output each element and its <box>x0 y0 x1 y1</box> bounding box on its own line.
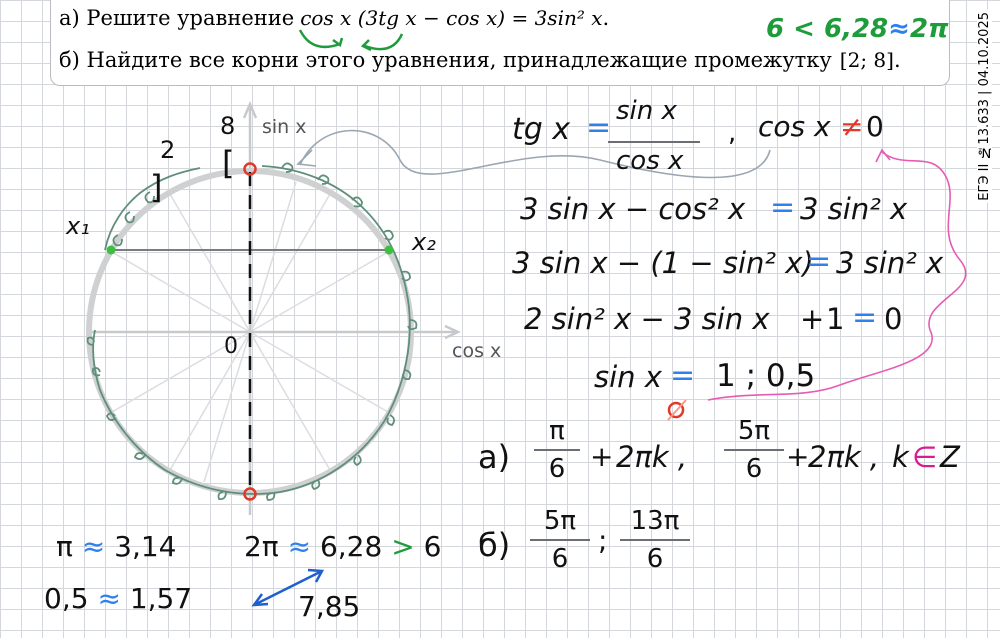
point-x1 <box>107 246 116 255</box>
sin-axis-label: sin x <box>262 116 307 138</box>
answer-b-label: б) <box>478 526 511 564</box>
answer-a-k: k <box>892 440 909 474</box>
line1-right: 3 sin² x <box>800 192 908 226</box>
tg-left: tg x <box>512 112 571 147</box>
fraction-bar <box>620 539 690 541</box>
line4-equals: = <box>670 358 696 393</box>
estimate-sum: 7,85 <box>298 590 361 623</box>
answer-a-fraction-1 <box>534 414 580 486</box>
estimate-half-approx: ≈ <box>97 582 121 615</box>
answer-a-label: а) <box>478 438 511 476</box>
line1-equals: = <box>770 190 796 225</box>
top-note-approx: ≈ <box>888 14 910 44</box>
answer-a-plus-1: + <box>590 440 614 473</box>
estimate-two-pi <box>244 530 441 563</box>
answer-b-fraction-2-den: 6 <box>646 544 664 574</box>
task-part-b-interval: [2; 8] <box>839 48 894 72</box>
point-x2 <box>385 246 394 255</box>
estimate-two-pi-six: 6 <box>423 530 442 563</box>
line2-equals: = <box>806 244 832 279</box>
estimate-two-pi-gt: > <box>391 530 415 563</box>
origin-label: 0 <box>224 334 238 359</box>
task-part-a-formula: cos x (3tg x − cos x) = 3sin² x <box>300 6 603 30</box>
line3-equals: = <box>852 300 878 335</box>
task-part-a-end: . <box>602 6 610 30</box>
tg-equals: = <box>586 110 612 145</box>
answer-b-fraction-2 <box>620 504 690 576</box>
tg-numerator: sin x <box>616 96 677 126</box>
line3-zero: 0 <box>884 302 903 336</box>
task-part-b-end: . <box>893 48 901 72</box>
fraction-bar <box>534 449 580 451</box>
bracket-open: [ <box>222 144 235 182</box>
estimate-pi-approx: ≈ <box>81 530 106 563</box>
task-part-a-prefix: а) Решите уравнение <box>59 6 295 30</box>
top-note-right: 2π <box>909 14 949 44</box>
answer-a-in: ∈ <box>912 440 938 474</box>
estimate-two-pi-approx: ≈ <box>287 530 312 563</box>
line2-left: 3 sin x − (1 − sin² x) <box>512 246 814 280</box>
answer-b-fraction-2-num: 13π <box>630 506 680 536</box>
line3-one: 1 <box>826 302 845 336</box>
fraction-bar <box>724 449 784 451</box>
bracket-close: ] <box>150 168 163 206</box>
mark-2: 2 <box>160 136 176 164</box>
cos-axis-label: cos x <box>452 340 502 362</box>
condition-ne: ≠ <box>840 110 864 143</box>
answer-a-fraction-2-num: 5π <box>737 416 771 446</box>
answer-b-fraction-1-den: 6 <box>551 544 569 574</box>
line4-left: sin x <box>594 360 662 394</box>
tg-denominator: cos x <box>616 146 684 176</box>
x2-label: x₂ <box>412 228 436 256</box>
estimate-half-left: 0,5 <box>44 582 89 615</box>
answer-a-plus-2: + <box>786 440 810 473</box>
estimate-pi-value: 3,14 <box>114 530 177 563</box>
answer-a-fraction-2 <box>724 414 784 486</box>
answer-b-separator: ; <box>598 524 608 557</box>
estimate-half-value: 1,57 <box>129 582 193 615</box>
fraction-bar <box>530 539 590 541</box>
answer-a-tail: 2πk , <box>808 440 880 474</box>
estimate-pi-left: π <box>56 530 73 563</box>
condition-comma: , <box>728 118 737 148</box>
answer-a-z: Z <box>940 440 960 474</box>
answer-a-fraction-1-den: 6 <box>548 454 566 484</box>
answer-a-fraction-1-num: π <box>549 416 565 446</box>
task-part-b-text: б) Найдите все корни этого уравнения, принадлежащие промежутку <box>59 48 832 72</box>
answer-b-fraction-1-num: 5π <box>543 506 577 536</box>
estimate-two-pi-value: 6,28 <box>319 530 383 563</box>
estimate-half <box>44 582 192 615</box>
line3-plus: + <box>800 302 825 336</box>
condition-right: 0 <box>866 110 884 143</box>
x1-label: x₁ <box>66 212 90 240</box>
line2-right: 3 sin² x <box>836 246 944 280</box>
line4-roots: 1 ; 0,5 <box>716 358 816 394</box>
answer-a-fraction-2-den: 6 <box>745 454 763 484</box>
green-arrow-2 <box>365 34 402 49</box>
green-arrow-1 <box>300 30 340 47</box>
top-note-left: 6 < 6,28 <box>766 14 889 44</box>
side-code: ЕГЭ II №13.633 | 04.10.2025 <box>977 12 992 201</box>
estimate-pi <box>56 530 176 563</box>
line1-left: 3 sin x − cos² x <box>520 192 746 226</box>
condition-left: cos x <box>758 110 831 143</box>
mark-8: 8 <box>220 112 236 140</box>
answer-b-fraction-1 <box>530 504 590 576</box>
answer-a-mid: 2πk , <box>616 440 688 474</box>
estimate-two-pi-left: 2π <box>244 530 279 563</box>
line3-left: 2 sin² x − 3 sin x <box>524 302 770 336</box>
